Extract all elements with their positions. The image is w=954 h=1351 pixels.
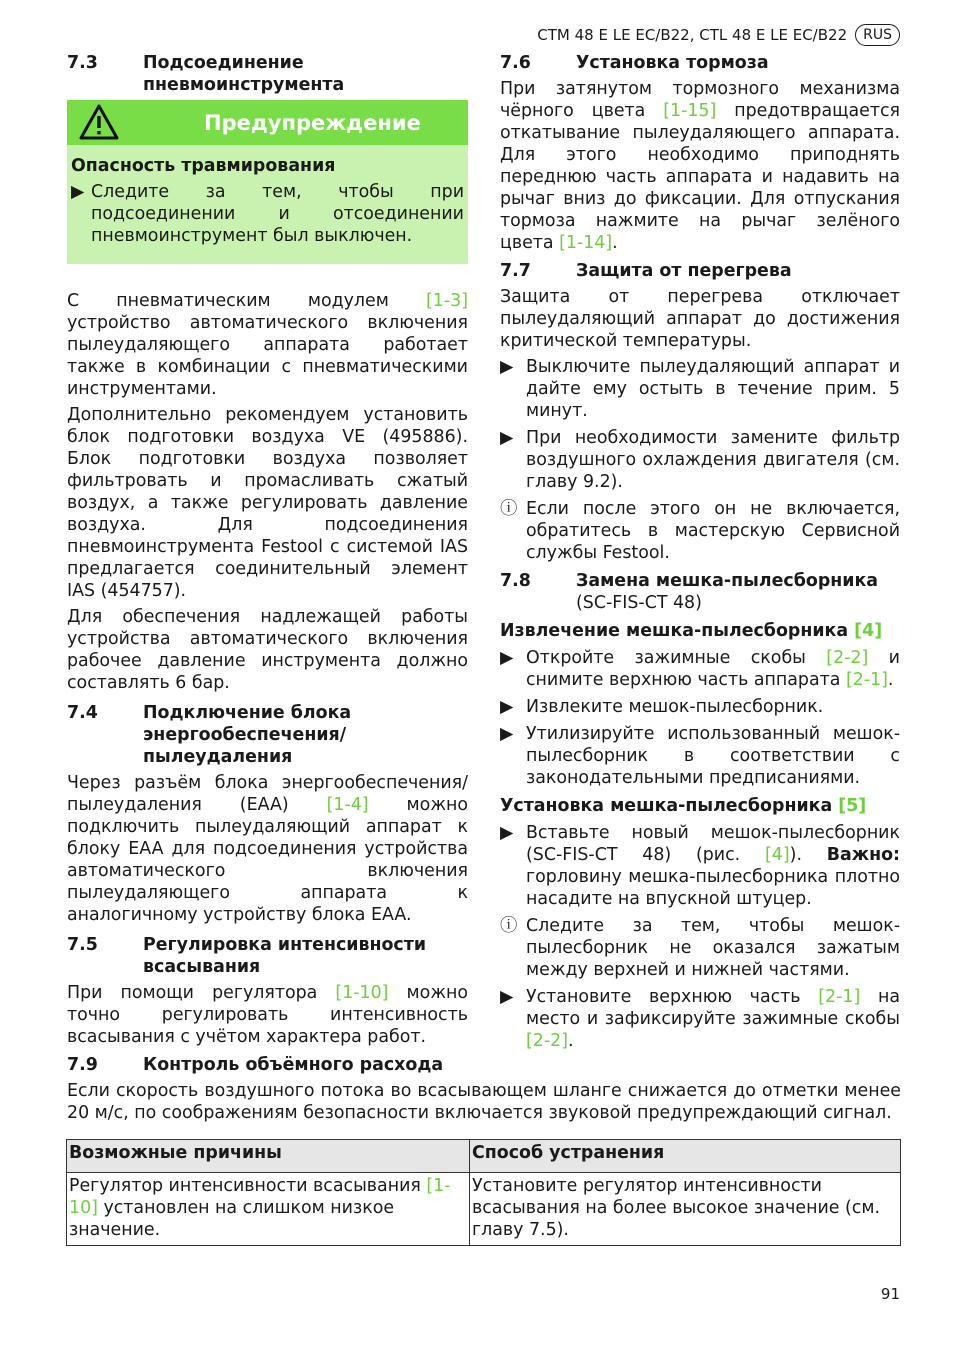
section-7-8-heading <box>500 570 900 614</box>
section-number: 7.3 <box>67 53 98 73</box>
warning-box <box>67 100 468 264</box>
triangle-bullet-icon: ▶ <box>500 823 514 843</box>
section-title: Защита от перегрева <box>576 261 792 281</box>
model-title: CTM 48 E LE EC/B22, CTL 48 E LE EC/B22 <box>537 26 848 44</box>
section-7-6-heading <box>500 52 900 74</box>
section-title: Контроль объёмного расхода <box>143 1055 444 1075</box>
figure-reference: [2-2] <box>526 1031 568 1051</box>
figure-reference: [1-15] <box>663 101 717 121</box>
section-number: 7.8 <box>500 571 531 591</box>
paragraph: Защита от перегрева отключает пылеудаляющий аппарат до достижения критической температуры. <box>500 287 900 351</box>
bullet-text: Следите за тем, чтобы при подсоединении и отсоединении пневмоинструмент был выключен. <box>91 182 464 246</box>
figure-reference: [2-1] <box>845 670 888 690</box>
info-icon: ⓘ <box>500 916 518 936</box>
bullet-item: ▶ Установите верхнюю часть [2-1] на место и зафиксируйте зажимные скобы [2-2]. <box>500 987 900 1051</box>
left-column <box>67 52 468 1052</box>
table-row <box>67 1173 901 1246</box>
section-title: Замена мешка-пылесборника <box>576 571 879 591</box>
warning-header <box>67 100 468 145</box>
paragraph: С пневматическим модулем [1-3] устройство автоматического включения пылеудаляющего аппарата работает также в комбинации с пневматическими инструментами. <box>67 291 468 399</box>
subheading-remove-bag: Извлечение мешка-пылесборника [4] <box>500 621 883 641</box>
bullet-item: ▶ Выключите пылеудаляющий аппарат и дайте ему остыть в течение прим. 5 минут. <box>500 357 900 421</box>
section-7-4-heading <box>67 702 468 768</box>
table-header-row <box>67 1140 901 1173</box>
section-number: 7.7 <box>500 261 531 281</box>
triangle-bullet-icon: ▶ <box>500 697 514 717</box>
figure-reference: [1-10] <box>69 1176 451 1218</box>
language-badge: RUS <box>855 24 900 46</box>
triangle-bullet-icon: ▶ <box>500 987 514 1007</box>
section-number: 7.5 <box>67 935 98 955</box>
warning-body <box>67 145 468 264</box>
figure-reference: [2-1] <box>818 987 861 1007</box>
figure-reference: [4] <box>765 845 790 865</box>
triangle-bullet-icon: ▶ <box>500 724 514 744</box>
bullet-item: ▶ Откройте зажимные скобы [2-2] и снимите верхнюю часть аппарата [2-1]. <box>500 648 900 690</box>
section-7-5-heading <box>67 934 468 978</box>
figure-reference: [5] <box>838 796 867 816</box>
warning-title: Предупреждение <box>204 110 421 135</box>
figure-reference: [4] <box>854 621 883 641</box>
warning-triangle-icon <box>79 104 119 140</box>
bullet-item: ▶ Извлеките мешок-пылесборник. <box>500 697 824 717</box>
figure-reference: [1-10] <box>335 983 389 1003</box>
column-header-fix: Способ устранения <box>470 1140 901 1173</box>
figure-reference: [1-4] <box>326 795 369 815</box>
triangle-bullet-icon: ▶ <box>500 428 514 448</box>
cell-fix: Установите регулятор интенсивности всасывания на более высокое значение (см. главу 7.5). <box>470 1173 901 1246</box>
section-title: Регулировка интенсивности всасывания <box>143 935 427 977</box>
cell-cause: Регулятор интенсивности всасывания [1-10] установлен на слишком низкое значение. <box>67 1173 470 1246</box>
info-note: ⓘ Следите за тем, чтобы мешок-пылесборник не оказался зажатым между верхней и нижней частями. <box>500 916 900 980</box>
section-title-extra: (SC-FIS-CT 48) <box>576 593 702 613</box>
info-note: ⓘ Если после этого он не включается, обратитесь в мастерскую Сервисной службы Festool. <box>500 499 900 563</box>
figure-reference: [2-2] <box>826 648 869 668</box>
section-7-9 <box>67 1054 901 1128</box>
warning-subtitle: Опасность травмирования <box>71 156 336 176</box>
subheading-install-bag: Установка мешка-пылесборника [5] <box>500 796 867 816</box>
section-7-3-heading <box>67 52 468 96</box>
section-number: 7.4 <box>67 703 98 723</box>
troubleshooting-table <box>66 1139 901 1246</box>
page-number: 91 <box>880 1285 900 1303</box>
paragraph: Через разъём блока энергообеспечения/ пылеудаления (EAA) [1-4] можно подключить пылеудаляющий аппарат к блоку EAA для подсоединения устройства автоматического включения пылеудаляющего аппарата к аналогичному устройству блока EAA. <box>67 773 468 925</box>
bullet-item: ▶ Вставьте новый мешок-пылесборник (SC-FIS-CT 48) (рис. [4]). Важно: горловину мешка-пылесборника плотно насадите на впускной штуцер. <box>500 823 900 909</box>
figure-reference: [1-3] <box>426 291 468 311</box>
bullet-item: ▶ При необходимости замените фильтр воздушного охлаждения двигателя (см. главу 9.2). <box>500 428 900 492</box>
warning-bullet <box>71 181 464 247</box>
section-title: Установка тормоза <box>576 53 769 73</box>
figure-reference: [1-14] <box>559 233 613 253</box>
paragraph: При затянутом тормозного механизма чёрного цвета [1-15] предотвращается откатывание пылеудаляющего аппарата. Для этого необходимо приподнять переднюю часть аппарата и надавить на рычаг вниз до фиксации. Для отпускания тормоза нажмите на рычаг зелёного цвета [1-14]. <box>500 79 900 253</box>
section-number: 7.6 <box>500 53 531 73</box>
paragraph: При помощи регулятора [1-10] можно точно регулировать интенсивность всасывания с учётом характера работ. <box>67 983 468 1047</box>
triangle-bullet-icon: ▶ <box>500 357 514 377</box>
section-title: Подключение блока энергообеспечения/ пылеудаления <box>143 703 352 767</box>
bullet-item: ▶ Утилизируйте использованный мешок-пылесборник в соответствии с законодательными предписаниями. <box>500 724 900 788</box>
triangle-bullet-icon: ▶ <box>500 648 514 668</box>
section-7-7-heading <box>500 260 900 282</box>
info-icon: ⓘ <box>500 499 518 519</box>
section-7-9-heading <box>67 1054 901 1076</box>
paragraph: Дополнительно рекомендуем установить блок подготовки воздуха VE (495886). Блок подготовки воздуха позволяет фильтровать и промасливать сжатый воздух, а также регулировать давление воздуха. Для подсоединения пневмоинструмента Festool с системой IAS предлагается соединительный элемент IAS (454757). <box>67 405 468 601</box>
section-number: 7.9 <box>67 1055 98 1075</box>
triangle-bullet-icon: ▶ <box>71 182 85 202</box>
section-title: Подсоединение пневмоинструмента <box>143 53 345 95</box>
column-header-cause: Возможные причины <box>67 1140 470 1173</box>
right-column <box>500 52 900 1057</box>
page-header <box>537 24 900 46</box>
paragraph: Для обеспечения надлежащей работы устройства автоматического включения рабочее давление инструмента должно составлять 6 бар. <box>67 607 468 693</box>
paragraph: Если скорость воздушного потока во всасывающем шланге снижается до отметки менее 20 м/с, по соображениям безопасности включается звуковой предупреждающий сигнал. <box>67 1081 901 1123</box>
